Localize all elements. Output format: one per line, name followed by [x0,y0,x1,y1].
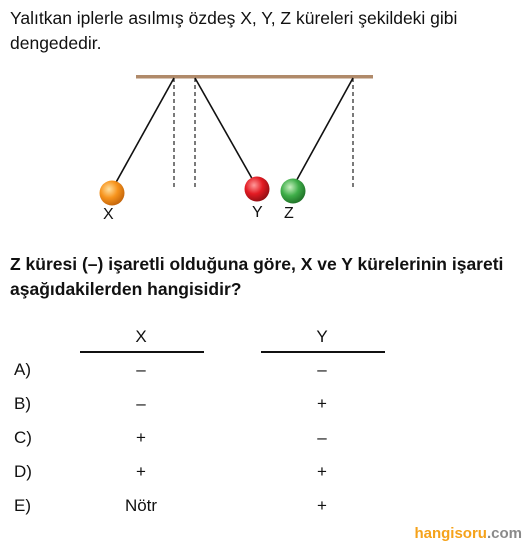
option-y-sign: + [317,496,327,515]
option-letter: C) [14,428,32,447]
option-y-sign: – [317,428,327,447]
option-y-sign: + [317,462,327,481]
option-letter: A) [14,360,31,379]
option-y-sign: + [317,394,327,413]
answer-option-c[interactable] [0,425,526,451]
option-letter: B) [14,394,31,413]
intro-text: Yalıtkan iplerle asılmış özdeş X, Y, Z küreleri şekildeki gibi dengededir. [10,8,458,53]
option-y-sign: – [317,360,327,379]
brand-name: hangisoru [414,525,487,542]
answer-option-a[interactable] [0,357,526,383]
brand-logo [414,525,522,543]
column-rule-x [80,351,204,353]
column-header-y: Y [316,327,328,346]
option-letter: E) [14,496,31,515]
thread-y [195,78,254,182]
support-bar [136,75,373,79]
thread-x [114,78,174,186]
option-x-sign: Nötr [124,496,158,515]
sphere-label-y: Y [252,204,263,221]
answer-option-e[interactable] [0,493,526,519]
question-text: Z küresi (–) işaretli olduğuna göre, X ve Y kürelerinin işareti aşağıdakilerden hangisidir? [10,254,504,299]
sphere-label-z: Z [284,205,294,222]
sphere-z [281,179,306,204]
answer-option-d[interactable] [0,459,526,485]
sphere-label-x: X [103,206,114,223]
option-x-sign: – [136,360,146,379]
sphere-x [100,181,125,206]
brand-suffix: .com [486,525,522,542]
answer-option-b[interactable] [0,391,526,417]
pendulum-figure [0,0,526,230]
option-letter: D) [14,462,32,481]
sphere-y [245,177,270,202]
option-x-sign: – [136,394,146,413]
column-rule-y [261,351,385,353]
option-x-sign: + [136,428,146,447]
thread-z [294,78,353,185]
column-header-x: X [135,327,147,346]
option-x-sign: + [136,462,146,481]
